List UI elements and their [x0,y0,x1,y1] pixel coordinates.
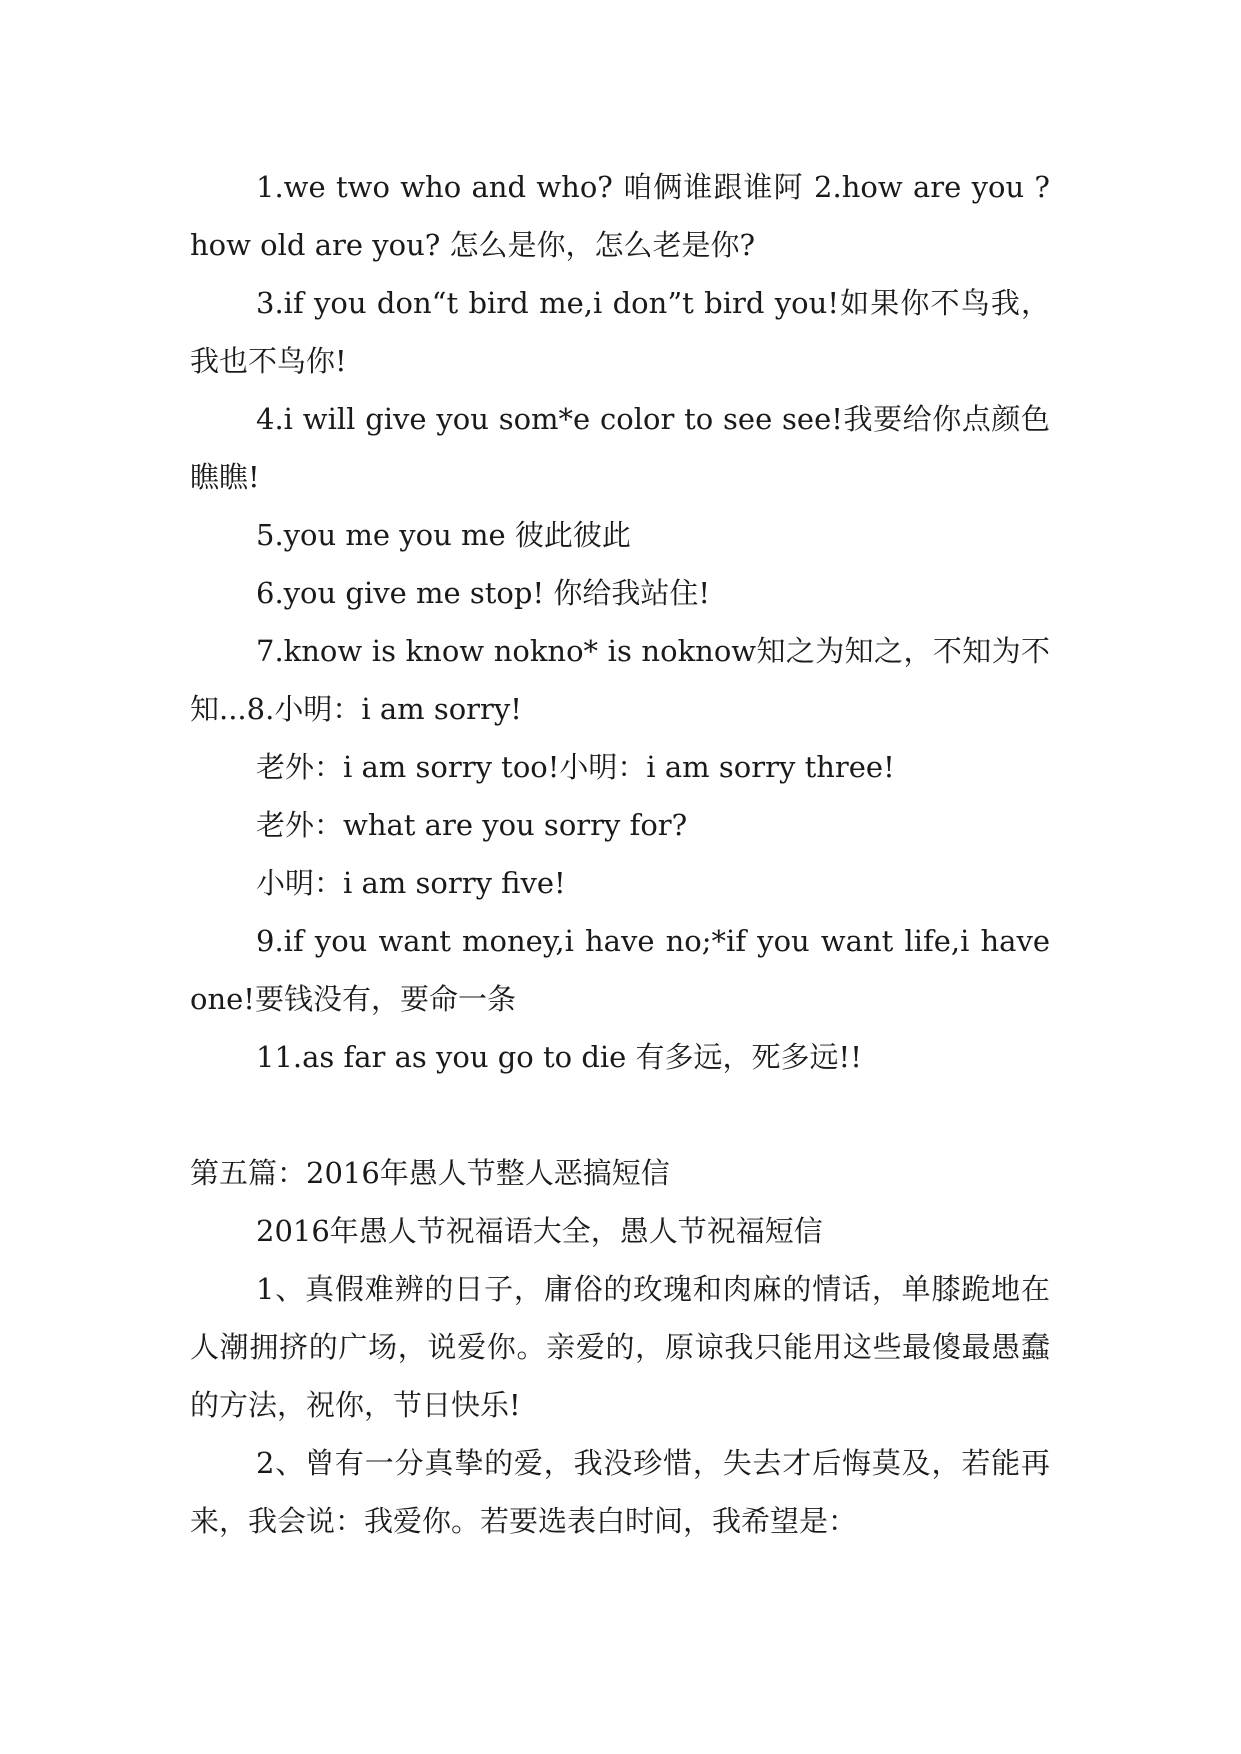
paragraph-greeting-2: 2、曾有一分真挚的爱，我没珍惜，失去才后悔莫及，若能再来，我会说：我爱你。若要选表白时间，我希望是： [190,1446,1050,1538]
paragraph-3: 4.i will give you som*e color to see see!我要给你点颜色瞧瞧! [190,402,1050,494]
section-spacer [190,1086,1050,1144]
paragraph-11: 11.as far as you go to die 有多远，死多远!! [256,1040,862,1074]
paragraph-4: 5.you me you me 彼此彼此 [256,518,631,552]
document-body [190,158,1050,1550]
paragraph-2: 3.if you don“t bird me,i don”t bird you!如果你不鸟我，我也不鸟你! [190,286,1050,378]
paragraph-6: 7.know is know nokno* is noknow知之为知之，不知为不知...8.小明：i am sorry! [190,634,1050,726]
paragraph-8: 老外：what are you sorry for? [256,808,688,842]
paragraph-7: 老外：i am sorry too!小明：i am sorry three! [256,750,895,784]
section-subtitle: 2016年愚人节祝福语大全，愚人节祝福短信 [256,1214,823,1248]
paragraph-10: 9.if you want money,i have no;*if you want life,i have one!要钱没有，要命一条 [190,924,1050,1016]
paragraph-1: 1.we two who and who? 咱俩谁跟谁阿 2.how are you ? how old are you? 怎么是你，怎么老是你? [190,170,1050,262]
paragraph-5: 6.you give me stop! 你给我站住! [256,576,710,610]
paragraph-greeting-1: 1、真假难辨的日子，庸俗的玫瑰和肉麻的情话，单膝跪地在人潮拥挤的广场，说爱你。亲爱的，原谅我只能用这些最傻最愚蠢的方法，祝你，节日快乐! [190,1272,1050,1422]
paragraph-9: 小明：i am sorry five! [256,866,566,900]
section-title: 第五篇：2016年愚人节整人恶搞短信 [190,1156,670,1190]
